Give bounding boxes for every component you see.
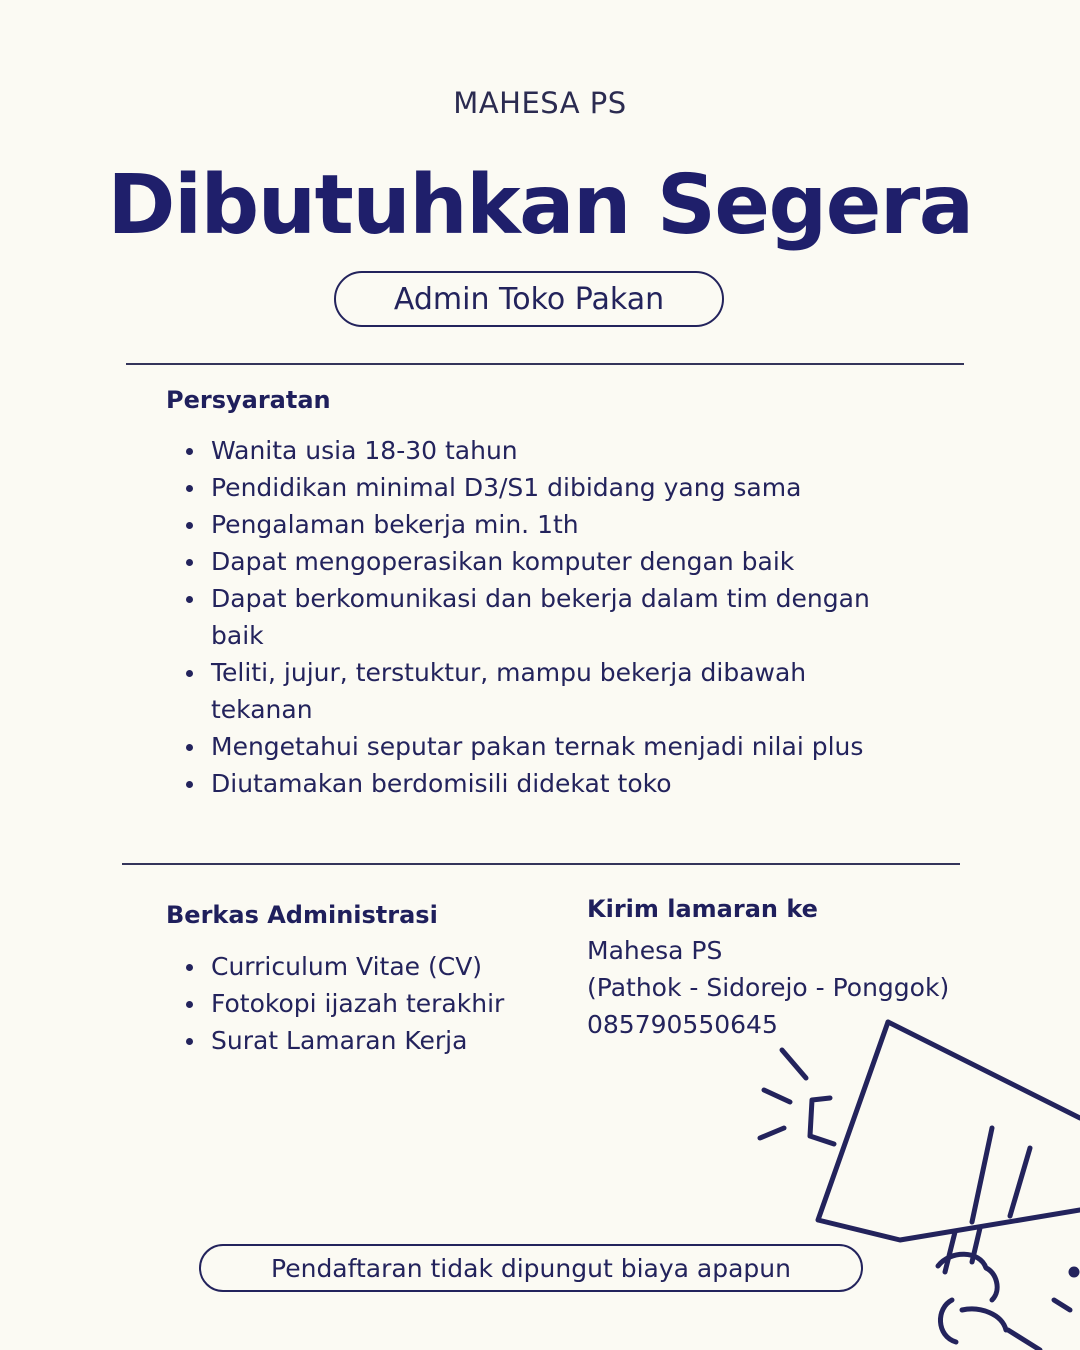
headline: Dibutuhkan Segera <box>107 158 973 253</box>
list-item: Dapat mengoperasikan komputer dengan baik <box>166 543 886 580</box>
list-item: Pengalaman bekerja min. 1th <box>166 506 886 543</box>
list-item: Fotokopi ijazah terakhir <box>166 985 546 1022</box>
position-label: Admin Toko Pakan <box>393 281 665 317</box>
list-item: Curriculum Vitae (CV) <box>166 948 546 985</box>
requirements-title: Persyaratan <box>166 386 331 414</box>
documents-list <box>166 948 546 1059</box>
apply-title: Kirim lamaran ke <box>587 895 818 923</box>
footer-notice <box>199 1244 863 1292</box>
documents-title: Berkas Administrasi <box>166 901 438 929</box>
list-item: Surat Lamaran Kerja <box>166 1022 546 1059</box>
megaphone-icon <box>740 1010 1080 1350</box>
divider <box>122 863 960 865</box>
apply-phone: 085790550645 <box>587 1010 778 1039</box>
apply-name: Mahesa PS <box>587 936 723 965</box>
list-item: Diutamakan berdomisili didekat toko <box>166 765 886 802</box>
list-item: Mengetahui seputar pakan ternak menjadi nilai plus <box>166 728 886 765</box>
brand-name: MAHESA PS <box>453 86 627 120</box>
footer-label: Pendaftaran tidak dipungut biaya apapun <box>271 1253 791 1283</box>
list-item: Pendidikan minimal D3/S1 dibidang yang sama <box>166 469 886 506</box>
divider <box>126 363 964 365</box>
apply-location: (Pathok - Sidorejo - Ponggok) <box>587 973 950 1002</box>
list-item: Dapat berkomunikasi dan bekerja dalam tim dengan baik <box>166 580 886 654</box>
list-item: Wanita usia 18-30 tahun <box>166 432 886 469</box>
requirements-list <box>166 432 886 802</box>
position-badge <box>334 271 724 327</box>
list-item: Teliti, jujur, terstuktur, mampu bekerja dibawah tekanan <box>166 654 886 728</box>
